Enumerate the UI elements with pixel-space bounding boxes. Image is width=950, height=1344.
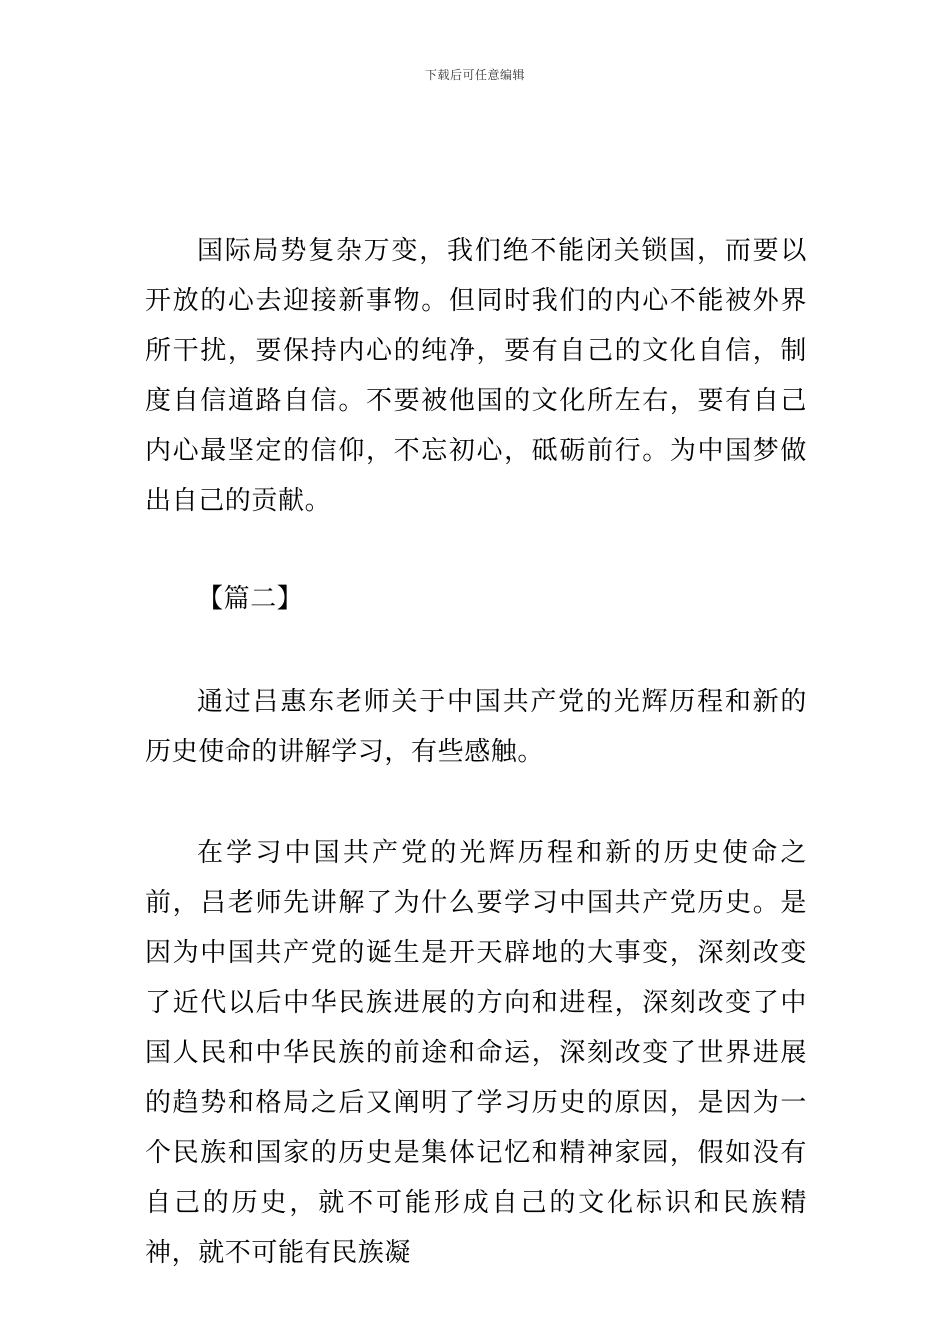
paragraph-3: 在学习中国共产党的光辉历程和新的历史使命之前，吕老师先讲解了为什么要学习中国共产党历史。是因为中国共产党的诞生是开天辟地的大事变，深刻改变了近代以后中华民族进展的方向和进程，深刻改变了中国人民和中华民族的前途和命运，深刻改变了世界进展的趋势和格局之后又阐明了学习历史的原因，是因为一个民族和国家的历史是集体记忆和精神家园，假如没有自己的历史，就不可能形成自己的文化标识和民族精神，就不可能有民族凝	[145, 838, 807, 1268]
paragraph-2: 通过吕惠东老师关于中国共产党的光辉历程和新的历史使命的讲解学习，有些感触。	[145, 687, 807, 767]
section-heading: 【篇二】	[197, 584, 304, 614]
paragraph-1: 国际局势复杂万变，我们绝不能闭关锁国，而要以开放的心去迎接新事物。但同时我们的内心不能被外界所干扰，要保持内心的纯净，要有自己的文化自信，制度自信道路自信。不要被他国的文化所左右，要有自己内心最坚定的信仰，不忘初心，砥砺前行。为中国梦做出自己的贡献。	[145, 236, 807, 516]
page-header: 下载后可任意编辑	[424, 68, 525, 82]
